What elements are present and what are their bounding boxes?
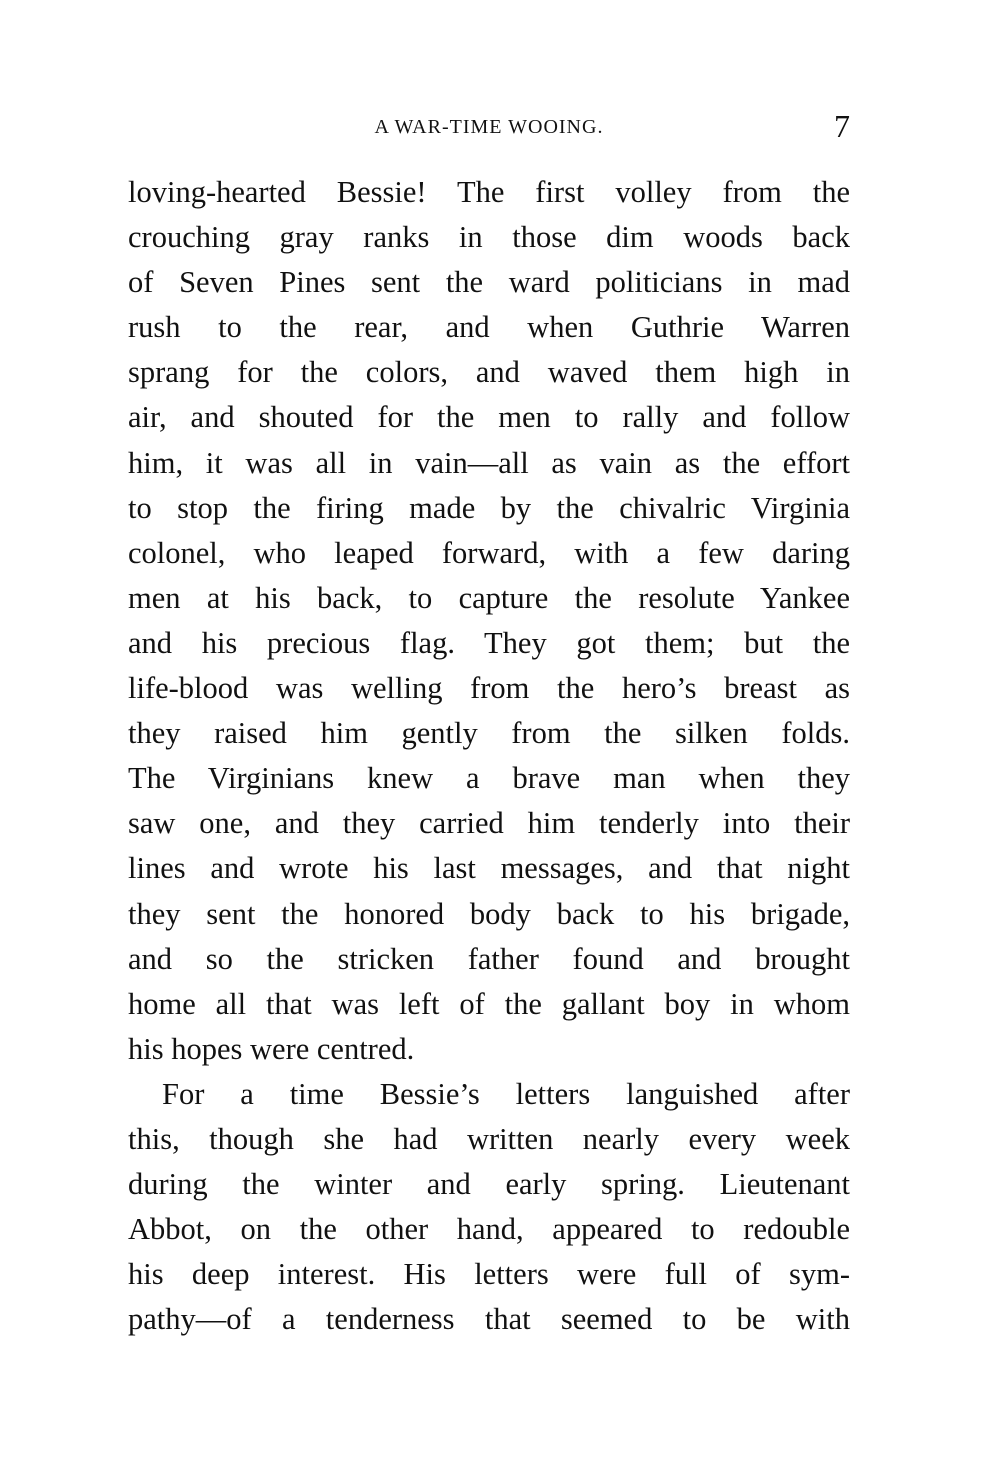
text-line: of Seven Pines sent the ward politicians in mad [128, 265, 850, 300]
text-line: lines and wrote his last messages, and that night [128, 851, 850, 886]
running-head [128, 108, 850, 142]
text-line: colonel, who leaped forward, with a few daring [128, 535, 850, 570]
text-line: to stop the firing made by the chivalric Virginia [128, 490, 850, 525]
body-text [128, 170, 850, 1342]
text-line: this, though she had written nearly every week [128, 1121, 850, 1156]
text-line: saw one, and they carried him tenderly into their [128, 806, 850, 841]
text-line: loving-hearted Bessie! The first volley from the [128, 175, 850, 209]
text-line: crouching gray ranks in those dim woods back [128, 220, 850, 255]
paragraph-last-line: his hopes were centred. [128, 1031, 415, 1066]
text-line: sprang for the colors, and waved them high in [128, 355, 850, 390]
text-line: The Virginians knew a brave man when they [128, 761, 850, 796]
text-line: his deep interest. His letters were full of sym- [128, 1257, 850, 1292]
text-line: they sent the honored body back to his brigade, [128, 896, 850, 931]
text-line: Abbot, on the other hand, appeared to redouble [128, 1212, 850, 1247]
text-line: life-blood was welling from the hero’s breast as [128, 671, 850, 706]
text-line: men at his back, to capture the resolute Yankee [128, 580, 850, 615]
text-line: home all that was left of the gallant boy in whom [128, 986, 850, 1021]
text-line: air, and shouted for the men to rally and follow [128, 400, 850, 435]
text-line: and his precious flag. They got them; but the [128, 625, 850, 660]
page-number: 7 [834, 108, 850, 144]
running-title: A WAR-TIME WOOING. [374, 116, 604, 138]
text-line: during the winter and early spring. Lieutenant [128, 1167, 850, 1202]
text-line: they raised him gently from the silken folds. [128, 716, 850, 751]
text-line: pathy—of a tenderness that seemed to be with [128, 1302, 850, 1337]
paragraph-first-line: For a time Bessie’s letters languished after [162, 1076, 850, 1111]
text-line: rush to the rear, and when Guthrie Warren [128, 310, 850, 345]
text-line: and so the stricken father found and brought [128, 941, 850, 976]
text-line: him, it was all in vain—all as vain as the effort [128, 445, 850, 480]
